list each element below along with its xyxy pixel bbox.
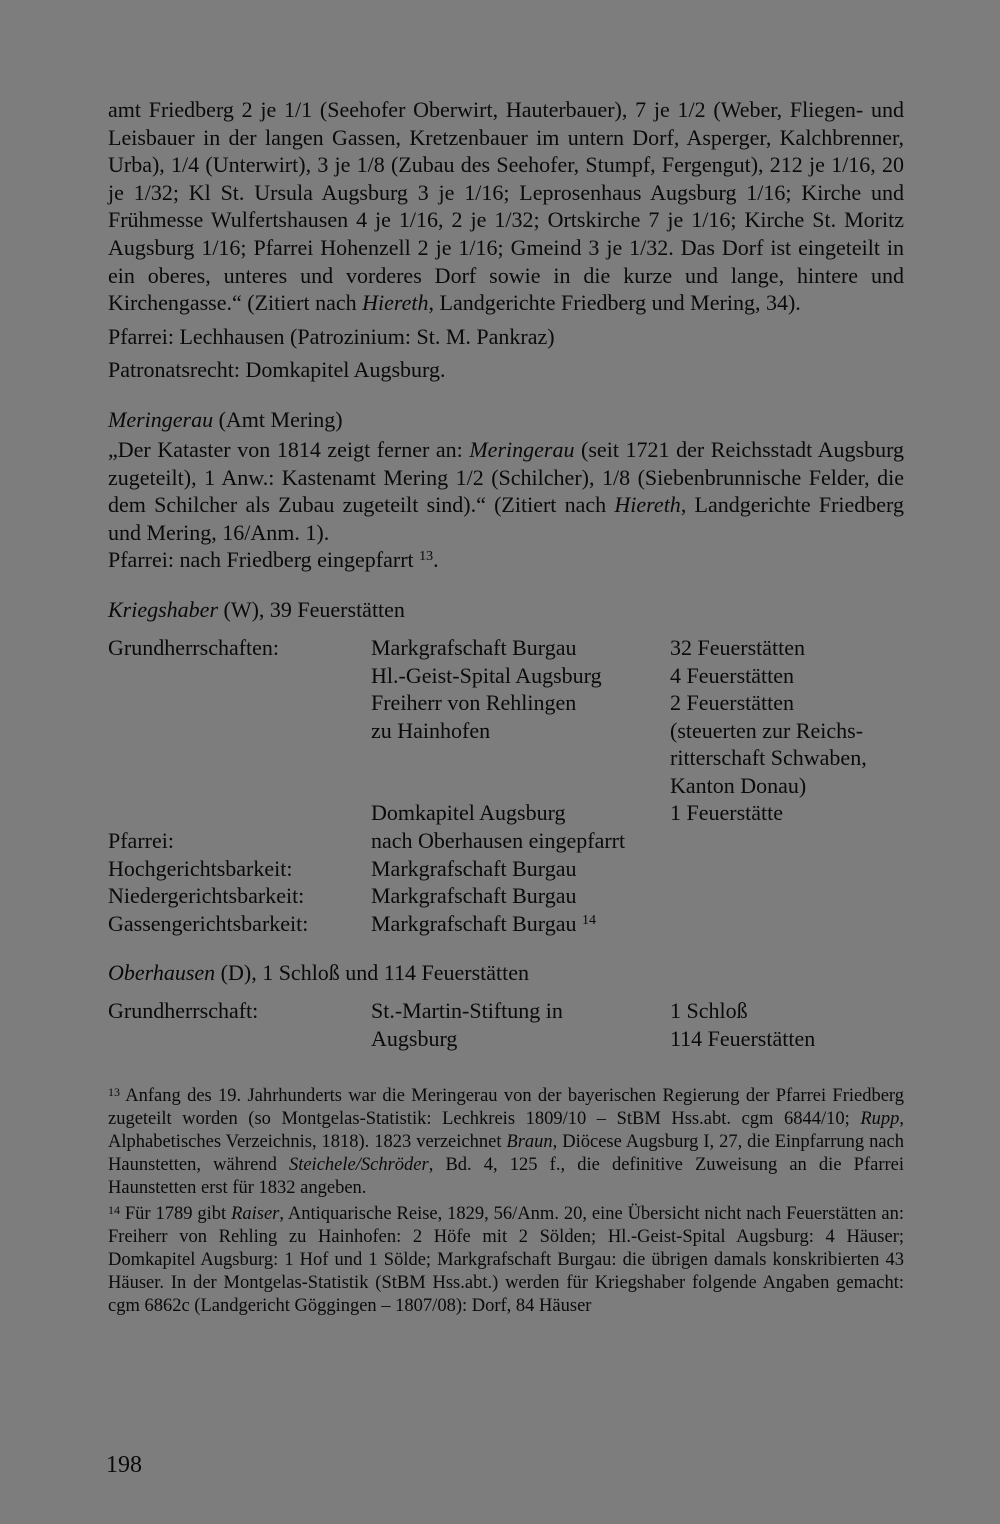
patronat-line: Patronatsrecht: Domkapitel Augsburg. xyxy=(108,357,446,383)
footnote-14: $^{14}$ Für 1789 gibt Raiser, Antiquarische Reise, 1829, 56/Anm. 20, eine Übersicht nicht nach Feuerstätten an: Freiherr von Rehling zu Hainhofen: 2 Höfe mit 2 Sölden; Hl.-Geist-Spital Augsburg: 4 Häuser; Domkapitel Augsburg: 1 Hof und 1 Sölde; Markgrafschaft Burgau: die übrigen damals konskribierten 43 Häuser. In der Montgelas-Statistik (StBM Hss.abt.) werden für Kriegshaber folgende Angaben gemacht: cgm 6862c (Landgericht Göggingen – 1807/08): Dorf, 84 Häuser xyxy=(108,1202,904,1316)
oberhausen-heading: Oberhausen (D), 1 Schloß und 114 Feuerstätten xyxy=(108,960,530,986)
intro-paragraph: amt Friedberg 2 je 1/1 (Seehofer Oberwirt, Hauterbauer), 7 je 1/2 (Weber, Fliegen- und Leisbauer in der langen Gassen, Kretzenbauer im untern Dorf, Asperger, Kalchbrenner, Urba), 1/4 (Unterwirt), 3 je 1/8 (Zubau des Seehofer, Stumpf, Fergengut), 212 je 1/16, 20 je 1/32; Kl St. Ursula Augsburg 3 je 1/16; Leprosenhaus Augsburg 1/16; Kirche und Frühmesse Wulfertshausen 4 je 1/16, 2 je 1/32; Ortskirche 7 je 1/16; Kirche St. Moritz Augsburg 1/16; Pfarrei Hohenzell 2 je 1/16; Gmeind 3 je 1/32. Das Dorf ist eingeteilt in ein oberes, unteres und vorderes Dorf sowie in die kurze und lange, hintere und Kirchengasse.“ (Zitiert nach Hiereth, Landgerichte Friedberg und Mering, 34). xyxy=(108,97,904,316)
table-row: Pfarrei: nach Oberhausen eingepfarrt xyxy=(108,828,626,854)
table-row: Hochgerichtsbarkeit: Markgrafschaft Burgau xyxy=(108,855,577,881)
table-row: Domkapitel Augsburg 1 Feuerstätte xyxy=(371,800,784,826)
table-row: Niedergerichtsbarkeit: Markgrafschaft Burgau xyxy=(108,883,577,909)
table-row: Grundherrschaften: Markgrafschaft Burgau 32 Feuerstätten xyxy=(108,634,806,660)
table-row: ritterschaft Schwaben, xyxy=(670,745,867,771)
footnote-ref-13[interactable]: 13 xyxy=(419,549,434,565)
page-body xyxy=(108,96,904,1318)
kriegshaber-table xyxy=(108,634,904,938)
footnote-ref-14[interactable]: 14 xyxy=(581,912,596,928)
table-row: Gassengerichtsbarkeit: Markgrafschaft Burgau $^{14}$ xyxy=(108,910,596,936)
table-row: Freiherr von Rehlingen 2 Feuerstätten xyxy=(371,690,795,716)
table-row: Grundherrschaft: St.-Martin-Stiftung in 1 Schloß xyxy=(108,998,748,1024)
oberhausen-table xyxy=(108,997,904,1052)
kriegshaber-heading: Kriegshaber (W), 39 Feuerstätten xyxy=(108,596,405,622)
table-row: Hl.-Geist-Spital Augsburg 4 Feuerstätten xyxy=(371,662,795,688)
page-number: 198 xyxy=(106,1452,142,1478)
footnote-13: $^{13}$ Anfang des 19. Jahrhunderts war die Meringerau von der bayerischen Regierung der Pfarrei Friedberg zugeteilt worden (so Montgelas-Statistik: Lechkreis 1809/10 – StBM Hss.abt. cgm 6844/10; Rupp, Alphabetisches Verzeichnis, 1818). 1823 verzeichnet Braun, Diöcese Augsburg I, 27, die Einpfarrung nach Haunstetten, während Steichele/Schröder, Bd. 4, 125 f., die definitive Zuweisung an die Pfarrei Haunstetten erst für 1832 angeben. xyxy=(108,1084,904,1198)
meringerau-quote: „Der Kataster von 1814 zeigt ferner an: Meringerau (seit 1721 der Reichsstadt Augsburg zugeteilt), 1 Anw.: Kastenamt Mering 1/2 (Schilcher), 1/8 (Siebenbrunnische Felder, die dem Schilcher als Zubau zugeteilt sind).“ (Zitiert nach Hiereth, Landgerichte Friedberg und Mering, 16/Anm. 1). xyxy=(108,436,904,545)
meringerau-heading: Meringerau (Amt Mering) xyxy=(108,406,343,432)
table-row: Kanton Donau) xyxy=(670,772,807,798)
table-row: Augsburg 114 Feuerstätten xyxy=(371,1026,816,1052)
meringerau-pfarrei: Pfarrei: nach Friedberg eingepfarrt $^{13}$. xyxy=(108,547,439,573)
pfarrei-line: Pfarrei: Lechhausen (Patrozinium: St. M. Pankraz) xyxy=(108,323,555,349)
author-hiereth: Hiereth xyxy=(362,290,429,316)
table-row: zu Hainhofen (steuerten zur Reichs- xyxy=(371,717,864,743)
